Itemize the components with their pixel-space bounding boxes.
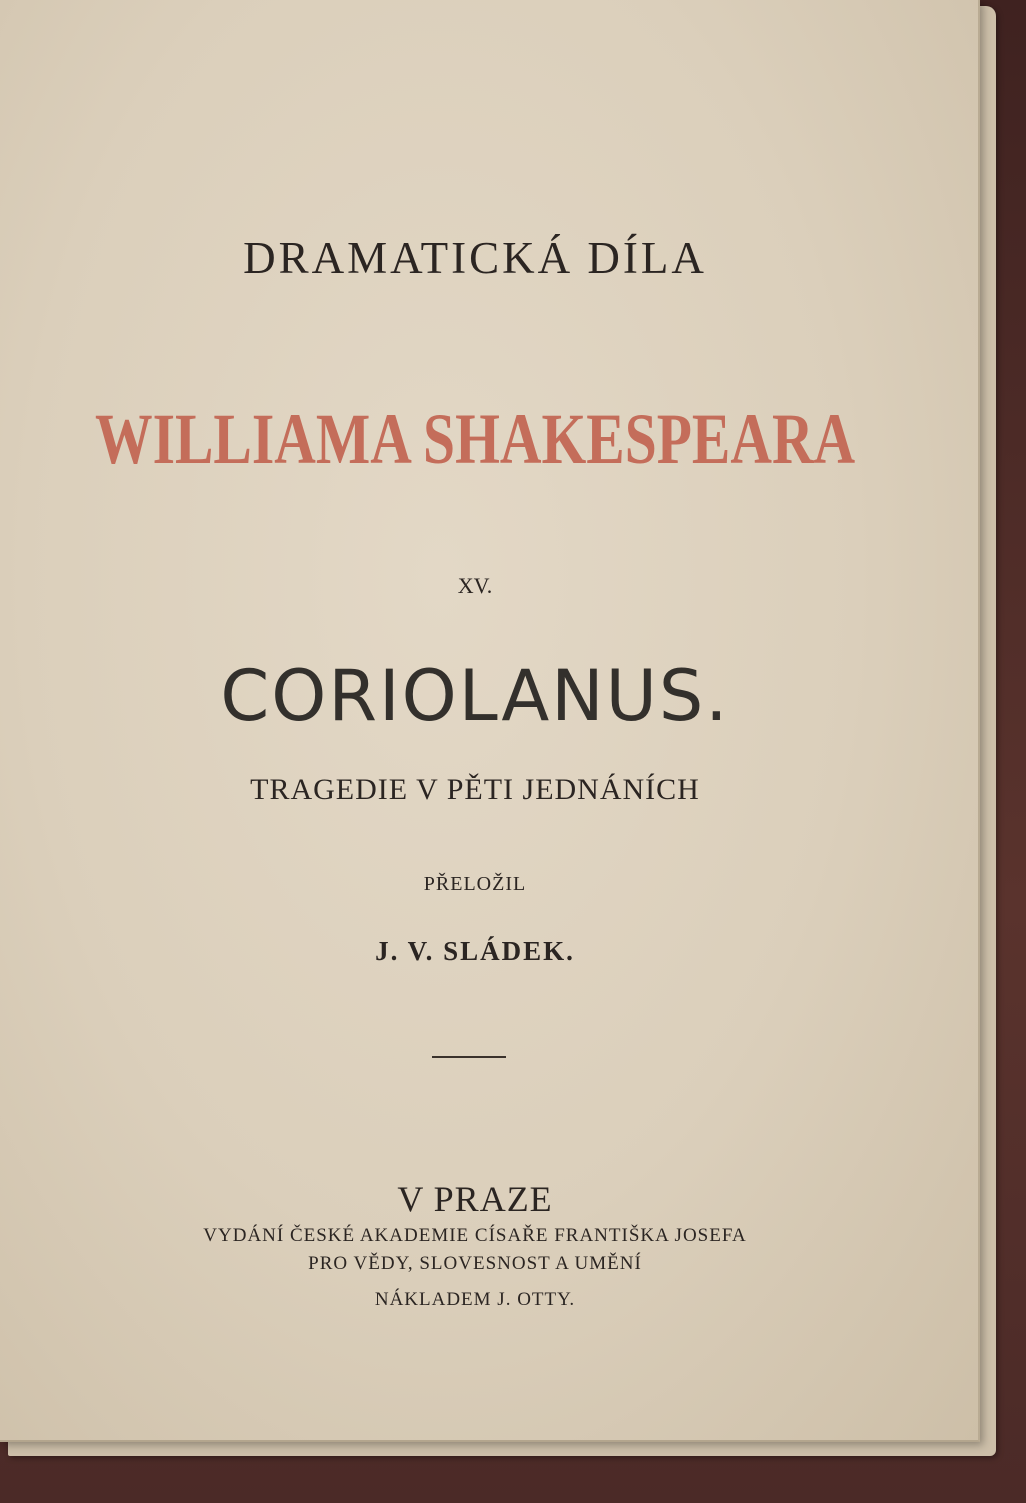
divider-rule — [432, 1056, 506, 1058]
publisher-line-2: PRO VĚDY, SLOVESNOST A UMĚNÍ — [308, 1253, 642, 1274]
translated-by-label: PŘELOŽIL — [423, 873, 527, 895]
publication-city: V PRAZE — [397, 1179, 553, 1219]
publisher-line-3: NÁKLADEM J. OTTY. — [374, 1289, 576, 1310]
volume-number: XV. — [457, 573, 493, 598]
publisher-line-1: VYDÁNÍ ČESKÉ AKADEMIE CÍSAŘE FRANTIŠKA JOSEFA — [203, 1225, 747, 1246]
play-title: CORIOLANUS. — [220, 655, 730, 737]
subtitle: TRAGEDIE V PĚTI JEDNÁNÍCH — [250, 773, 700, 806]
author-name: WILLIAMA SHAKESPEARA — [95, 399, 856, 479]
translator-name: J. V. SLÁDEK. — [375, 936, 575, 966]
series-title: DRAMATICKÁ DÍLA — [243, 233, 707, 283]
